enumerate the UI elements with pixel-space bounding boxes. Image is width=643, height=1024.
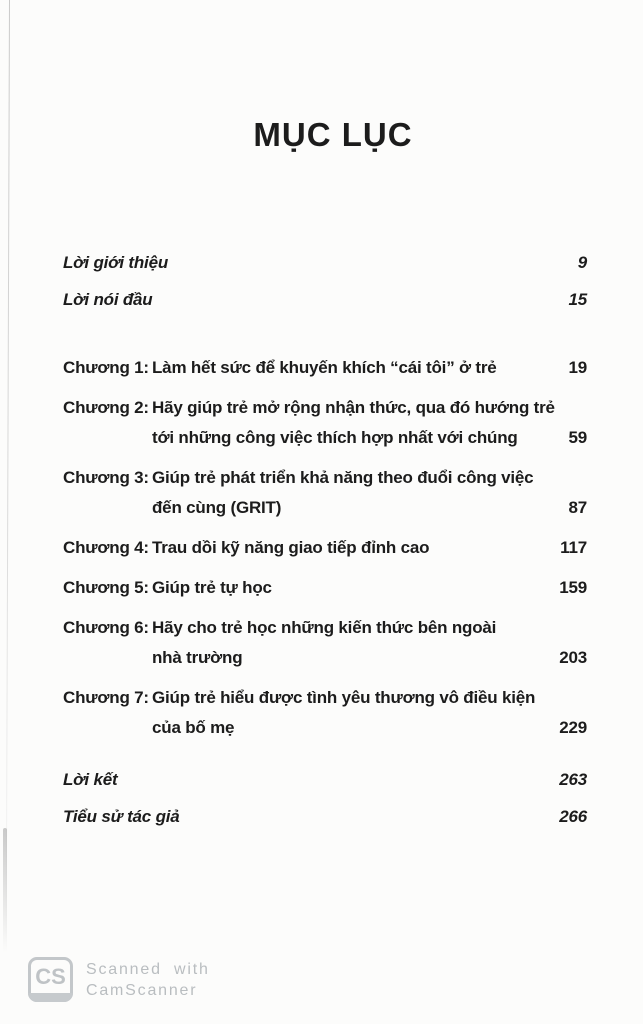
chapter-label: Chương 7: xyxy=(63,688,149,707)
cs-logo-text: CS xyxy=(35,963,66,989)
entry-page-number: 19 xyxy=(568,358,587,377)
entry-page-number: 87 xyxy=(568,498,587,517)
chapter-title-line-2: nhà trường xyxy=(152,648,243,667)
chapter-title-line-1: Hãy cho trẻ học những kiến thức bên ngoài xyxy=(152,618,497,637)
chapter-label: Chương 2: xyxy=(63,398,149,417)
toc-entry-chapter-2 xyxy=(63,393,587,453)
chapter-title-line-1: Trau dồi kỹ năng giao tiếp đỉnh cao xyxy=(152,538,430,557)
chapter-label: Chương 3: xyxy=(63,468,149,487)
chapter-title xyxy=(152,613,539,673)
camscanner-watermark xyxy=(28,957,210,1002)
chapter-title xyxy=(152,533,539,563)
table-of-contents xyxy=(63,112,587,839)
entry-page-number: 263 xyxy=(559,770,587,789)
entry-title: Lời giới thiệu xyxy=(63,253,169,272)
chapter-label: Chương 6: xyxy=(63,618,149,637)
toc-entry-chapter-7 xyxy=(63,683,587,743)
entry-page-number: 9 xyxy=(577,253,587,272)
chapter-title-line-1: Hãy giúp trẻ mở rộng nhận thức, qua đó hướng trẻ xyxy=(152,398,555,417)
toc-entry xyxy=(63,248,587,278)
page-title: MỤC LỤC xyxy=(253,116,413,153)
chapter-title-line-1: Giúp trẻ phát triển khả năng theo đuổi công việc xyxy=(152,468,534,487)
chapter-title xyxy=(152,573,539,603)
toc-entry-chapter-1 xyxy=(63,353,587,383)
chapter-title-line-1: Giúp trẻ hiểu được tình yêu thương vô điều kiện xyxy=(152,688,536,707)
toc-entry-chapter-6 xyxy=(63,613,587,673)
toc-entry-chapter-4 xyxy=(63,533,587,563)
chapter-title-line-1: Giúp trẻ tự học xyxy=(152,578,272,597)
watermark-text xyxy=(86,959,210,1001)
entry-title: Tiểu sử tác giả xyxy=(63,807,180,826)
entry-page-number: 117 xyxy=(560,538,587,557)
chapter-title xyxy=(152,353,539,383)
toc-entry xyxy=(63,285,587,315)
toc-entry-chapter-3 xyxy=(63,463,587,523)
toc-entry xyxy=(63,802,587,832)
chapter-label: Chương 4: xyxy=(63,538,149,557)
front-matter-list xyxy=(63,248,587,315)
chapter-title-line-2: của bố mẹ xyxy=(152,718,235,737)
scan-smudge xyxy=(3,828,7,953)
chapter-title xyxy=(152,393,555,453)
entry-page-number: 59 xyxy=(568,428,587,447)
chapter-title-line-2: tới những công việc thích hợp nhất với chúng xyxy=(152,428,518,447)
entry-title: Lời nói đầu xyxy=(63,290,153,309)
camscanner-logo-icon xyxy=(28,957,73,1002)
entry-page-number: 203 xyxy=(559,648,587,667)
back-matter-list xyxy=(63,765,587,832)
entry-page-number: 266 xyxy=(559,807,587,826)
scan-edge-line xyxy=(6,0,10,950)
entry-page-number: 229 xyxy=(559,718,587,737)
chapter-title-line-1: Làm hết sức để khuyến khích “cái tôi” ở trẻ xyxy=(152,358,497,377)
toc-entry-chapter-5 xyxy=(63,573,587,603)
chapter-title-line-2: đến cùng (GRIT) xyxy=(152,498,282,517)
entry-page-number: 159 xyxy=(559,578,587,597)
chapter-label: Chương 5: xyxy=(63,578,149,597)
toc-entry xyxy=(63,765,587,795)
chapter-title xyxy=(152,463,539,523)
chapter-label: Chương 1: xyxy=(63,358,149,377)
chapter-list xyxy=(63,353,587,743)
watermark-line-1: Scanned with xyxy=(86,960,210,978)
entry-page-number: 15 xyxy=(568,290,587,309)
chapter-title xyxy=(152,683,539,743)
watermark-line-2: CamScanner xyxy=(86,981,198,999)
entry-title: Lời kết xyxy=(63,770,118,789)
